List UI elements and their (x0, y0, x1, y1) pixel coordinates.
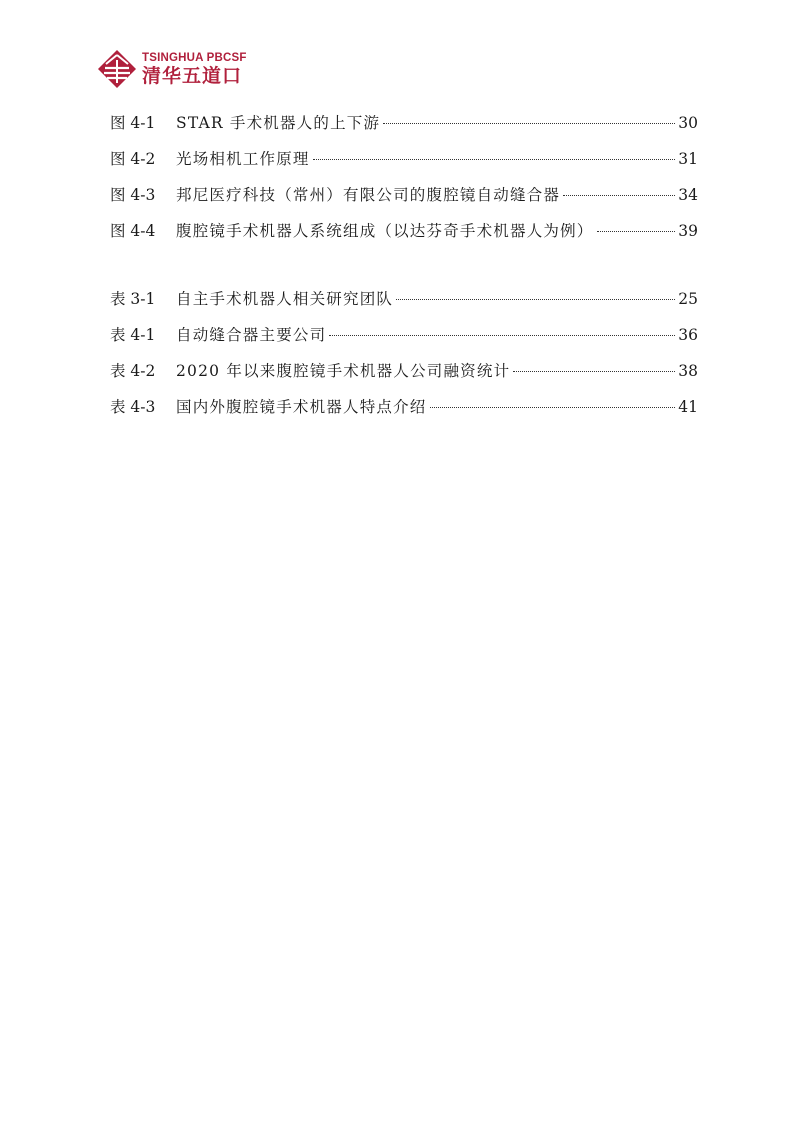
toc-entry-table-4-2[interactable] (110, 358, 698, 394)
entry-number: 图 4-2 (110, 150, 156, 168)
toc-entry-figure-4-4[interactable] (110, 218, 698, 254)
entry-title: 腹腔镜手术机器人系统组成（以达芬奇手术机器人为例） (176, 222, 594, 240)
toc-entry-figure-4-3[interactable] (110, 182, 698, 218)
dot-leader (563, 195, 675, 196)
dot-leader (383, 123, 675, 124)
figure-list (110, 110, 698, 254)
entry-page: 39 (678, 222, 698, 240)
entry-number: 表 4-2 (110, 362, 156, 380)
entry-title: 邦尼医疗科技（常州）有限公司的腹腔镜自动缝合器 (176, 186, 561, 204)
entry-page: 41 (678, 398, 698, 416)
logo-chinese-text: 清华五道口 (142, 64, 243, 87)
dot-leader (430, 407, 676, 408)
dot-leader (313, 159, 676, 160)
entry-title: STAR 手术机器人的上下游 (176, 114, 381, 132)
entry-number: 表 4-1 (110, 326, 156, 344)
dot-leader (513, 371, 675, 372)
toc-entry-table-3-1[interactable] (110, 286, 698, 322)
entry-number: 表 3-1 (110, 290, 156, 308)
dot-leader (329, 335, 675, 336)
tsinghua-pbcsf-logo (97, 48, 247, 90)
logo-english-text: TSINGHUA PBCSF (142, 51, 247, 64)
entry-number: 图 4-1 (110, 114, 156, 132)
entry-title: 国内外腹腔镜手术机器人特点介绍 (176, 398, 427, 416)
toc-entry-figure-4-2[interactable] (110, 146, 698, 182)
entry-number: 图 4-3 (110, 186, 156, 204)
dot-leader (396, 299, 675, 300)
entry-title: 光场相机工作原理 (176, 150, 310, 168)
logo-emblem-icon (97, 49, 137, 89)
entry-title: 自动缝合器主要公司 (176, 326, 327, 344)
entry-page: 34 (678, 186, 698, 204)
table-list (110, 286, 698, 430)
toc-entry-figure-4-1[interactable] (110, 110, 698, 146)
entry-number: 图 4-4 (110, 222, 156, 240)
entry-page: 36 (678, 326, 698, 344)
entry-title: 自主手术机器人相关研究团队 (176, 290, 394, 308)
entry-page: 31 (678, 150, 698, 168)
entry-number: 表 4-3 (110, 398, 156, 416)
toc-entry-table-4-3[interactable] (110, 394, 698, 430)
dot-leader (597, 231, 676, 232)
entry-page: 25 (678, 290, 698, 308)
toc-entry-table-4-1[interactable] (110, 322, 698, 358)
entry-page: 38 (678, 362, 698, 380)
entry-title: 2020 年以来腹腔镜手术机器人公司融资统计 (176, 362, 511, 380)
entry-page: 30 (678, 114, 698, 132)
